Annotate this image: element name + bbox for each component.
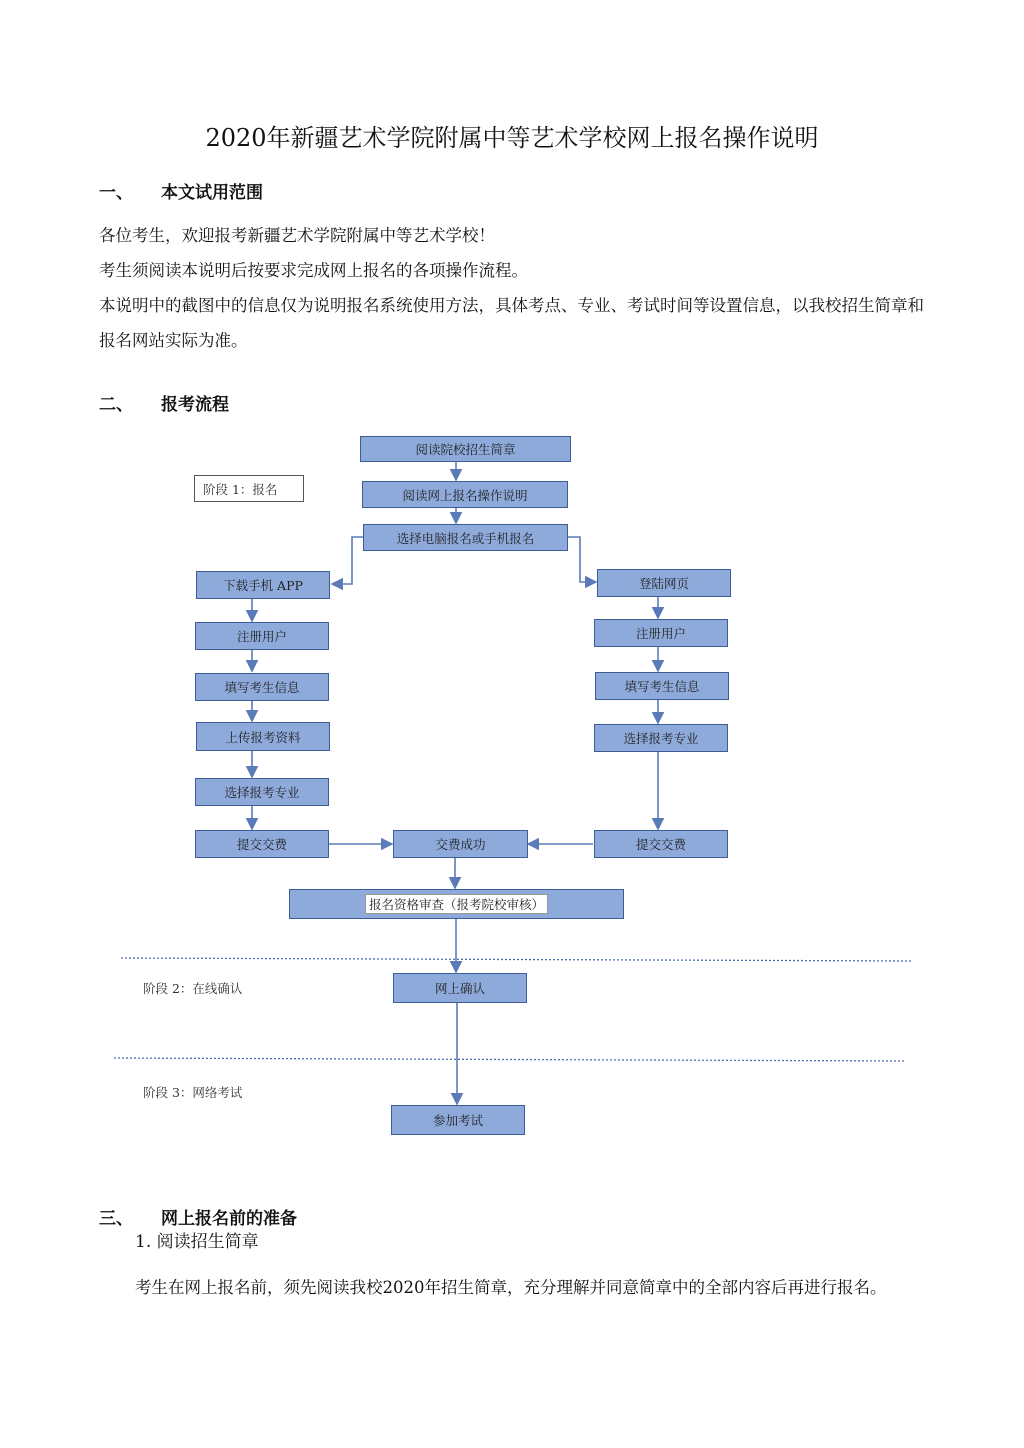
section-1-number: 一、 — [99, 183, 133, 203]
intro-paragraph: 考生须阅读本说明后按要求完成网上报名的各项操作流程。 — [99, 261, 528, 280]
stage-divider — [114, 1058, 904, 1061]
flow-take-exam: 参加考试 — [391, 1105, 525, 1135]
section-3-number: 三、 — [99, 1209, 133, 1229]
section-1-title: 本文试用范围 — [161, 183, 263, 203]
section-2-title: 报考流程 — [161, 395, 229, 415]
flow-left-submit-pay: 提交交费 — [195, 830, 329, 858]
flow-right-login: 登陆网页 — [597, 569, 731, 597]
arrow-connector — [568, 537, 596, 582]
section-3-heading — [99, 1204, 499, 1228]
stage-divider — [121, 958, 912, 961]
intro-paragraph: 各位考生，欢迎报考新疆艺术学院附属中等艺术学校！ — [99, 226, 495, 245]
subsection-title: 1. 阅读招生简章 — [135, 1232, 259, 1252]
stage-1-label: 阶段 1：报名 — [194, 475, 304, 502]
flow-right-select-major: 选择报考专业 — [594, 724, 728, 752]
flow-eligibility-review — [289, 889, 624, 919]
stage-2-label: 阶段 2：在线确认 — [143, 981, 243, 996]
section-3-paragraph: 考生在网上报名前，须先阅读我校2020年招生简章，充分理解并同意简章中的全部内容后再进行报名。 — [135, 1278, 887, 1297]
flow-left-fill-info: 填写考生信息 — [195, 673, 329, 701]
flow-pay-success: 交费成功 — [393, 830, 528, 858]
section-3-title: 网上报名前的准备 — [161, 1209, 297, 1229]
flow-online-confirm: 网上确认 — [393, 973, 527, 1003]
flow-step-choose-method: 选择电脑报名或手机报名 — [363, 524, 568, 551]
flow-left-upload: 上传报考资料 — [196, 722, 330, 751]
stage-3-label: 阶段 3：网络考试 — [143, 1085, 243, 1100]
flow-right-fill-info: 填写考生信息 — [595, 672, 729, 700]
flow-right-register: 注册用户 — [594, 619, 728, 647]
document-title: 2020年新疆艺术学院附属中等艺术学校网上报名操作说明 — [205, 124, 819, 152]
flow-step-read-brochure: 阅读院校招生简章 — [360, 436, 571, 462]
flow-left-select-major: 选择报考专业 — [195, 778, 329, 806]
flow-step-read-instructions: 阅读网上报名操作说明 — [362, 481, 568, 508]
flow-right-submit-pay: 提交交费 — [594, 830, 728, 858]
review-label: 报名资格审查（报考院校审核） — [365, 894, 548, 914]
arrow-connector — [332, 537, 363, 584]
section-2-number: 二、 — [99, 395, 133, 415]
intro-paragraph: 本说明中的截图中的信息仅为说明报名系统使用方法，具体考点、专业、考试时间等设置信息，以我校招生简章和报名网站实际为准。 — [99, 296, 924, 350]
flow-left-download-app: 下载手机 APP — [196, 571, 330, 599]
flow-left-register: 注册用户 — [195, 622, 329, 650]
